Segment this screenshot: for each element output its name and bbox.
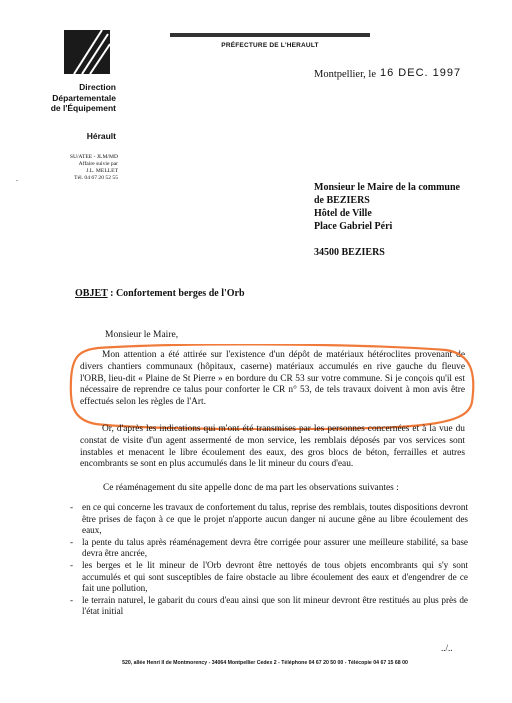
address-line: Hôtel de Ville (314, 208, 372, 219)
list-item-text: le terrain naturel, le gabarit du cours d'eau ainsi que son lit mineur devront être restitués au plus près de l'état initial (82, 594, 468, 617)
list-item-text: la pente du talus après réaménagement devra être corrigée pour assurer une meilleure stabilité, sa base devra être ancrée, (82, 536, 468, 559)
footer-address: 520, allée Henri II de Montmorency - 34064 Montpellier Cedex 2 - Téléphone 04 67 20 50 00 - Télécopie 04 67 15 68 00 (122, 660, 408, 666)
bullet: - (70, 536, 74, 547)
date-stamp: 16 DEC. 1997 (380, 67, 462, 79)
paragraph-3: Ce réaménagement du site appelle donc de ma part les observations suivantes : (103, 483, 399, 493)
list-item (70, 560, 468, 595)
reference-line: SU/ATEE - JLM/MD (69, 154, 118, 160)
bullet: - (70, 594, 74, 605)
paragraph-2 (80, 424, 465, 471)
subject-text: : Confortement berges de l'Orb (107, 288, 245, 299)
subject-label: OBJET (75, 288, 108, 299)
list-item-text: en ce qui concerne les travaux de confortement du talus, reprise des remblais, toutes dispositions devront être prises de façon à ce que le projet n'apporte aucun danger ni aucune gêne au libre écoulement des eaux, (82, 502, 468, 536)
reference-line: J.L. MELLET (86, 168, 118, 174)
list-item-text: les berges et le lit mineur de l'Orb devront être nettoyés de tous objets encombrants qui s'y sont accumulés et qui sont susceptibles de faire obstacle au libre écoulement des eaux et d'engendrer de ce fait une pollution, (82, 559, 468, 594)
address-line: Monsieur le Maire de la commune (314, 182, 460, 193)
direction-line: Départementale (52, 92, 116, 103)
salutation: Monsieur le Maire, (105, 330, 179, 340)
subject-line (75, 288, 245, 299)
list-item (70, 595, 468, 618)
reference-line: Tél. 04 67 20 52 55 (74, 175, 118, 181)
prefecture-rule (170, 33, 370, 37)
bullet: - (70, 502, 74, 512)
direction-line: de l'Équipement (50, 103, 116, 113)
list-item (70, 502, 468, 537)
reference-line: Affaire suivie par (78, 161, 118, 167)
address-line: 34500 BEZIERS (314, 247, 385, 258)
direction-name (40, 82, 116, 114)
address-line: de BEZIERS (314, 195, 370, 206)
address-line (314, 233, 460, 246)
list-item (70, 537, 468, 560)
prefecture-name: PRÉFECTURE DE L'HERAULT (221, 42, 319, 49)
margin-mark: - (16, 178, 18, 184)
direction-line: Direction (79, 82, 116, 92)
reference-block (46, 154, 118, 182)
observations-list (70, 502, 468, 618)
continuation-mark: ../.. (441, 643, 453, 653)
dde-logo-icon (64, 30, 110, 74)
department-name: Hérault (86, 131, 116, 141)
hand-drawn-highlight (68, 344, 476, 430)
paragraph-2-text: Or, d'après les indications qui m'ont été transmises par les personnes concernées et à la vue du constat de visite d'un agent assermenté de mon service, les remblais déposés par vos services sont instables et menacent le libre écoulement des eaux, des gros blocs de béton, ferrailles et autres encombrants se sont en plus accumulés dans le lit mineur du cours d'eau. (80, 424, 465, 470)
paragraph-1-text: Mon attention a été attirée sur l'existence d'un dépôt de matériaux hétéroclites provenant de divers chantiers communaux (hôpitaux, caserne) matériaux accumulés en rive gauche du fleuve l'ORB, lieu-dit « Plaine de St Pierre » en bordure du CR 53 sur votre commune. Si je conçois qu'il est nécessaire de reprendre ce talus pour conforter le CR n° 53, de tels travaux doivent à mon avis être effectués selon les règles de l'Art. (80, 350, 465, 408)
bullet: - (70, 559, 74, 570)
address-line: Place Gabriel Péri (314, 221, 393, 232)
recipient-address (314, 181, 460, 259)
letter-place: Montpellier, le (314, 69, 376, 80)
